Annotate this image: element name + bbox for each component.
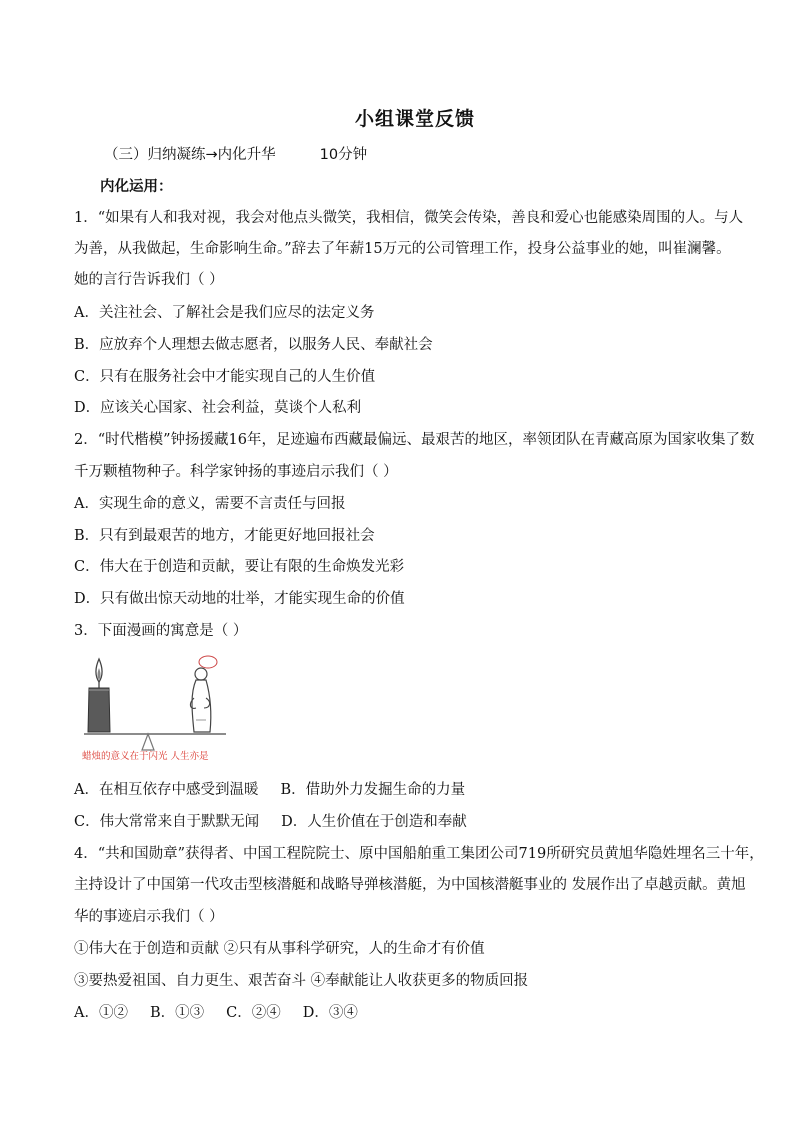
question-4-statement-2: ③要热爱祖国、自力更生、艰苦奋斗 ④奉献能让人收获更多的物质回报 <box>74 973 529 989</box>
section-heading-row <box>104 146 367 164</box>
question-2-stem-line-1: 2．“时代楷模”钟扬援藏16年，足迹遍布西藏最偏远、最艰苦的地区，率领团队在青藏高原为国家收集了数 <box>74 432 755 448</box>
question-3-option-d: D．人生价值在于创造和奉献 <box>281 814 467 830</box>
question-2-option-c: C．伟大在于创造和贡献，要让有限的生命焕发光彩 <box>74 559 405 575</box>
question-3-options-row-2 <box>74 813 467 831</box>
question-4-stem-line-1: 4．“共和国勋章”获得者、中国工程院院士、原中国船舶重工集团公司719所研究员黄旭华隐姓埋名三十年， <box>74 846 764 862</box>
question-4-choice-b: B．①③ <box>149 1005 205 1021</box>
question-3-options-row-1 <box>74 781 465 799</box>
question-4-choice-a: A．①② <box>74 1005 128 1021</box>
question-3-option-c: C．伟大常常来自于默默无闻 <box>74 814 260 830</box>
question-2-option-b: B．只有到最艰苦的地方，才能更好地回报社会 <box>74 528 375 544</box>
question-1-option-d: D．应该关心国家、社会利益，莫谈个人私利 <box>74 400 362 416</box>
page-title: 小组课堂反馈 <box>354 108 475 130</box>
question-4-choice-c: C．②④ <box>226 1005 281 1021</box>
question-4-stem-line-2: 主持设计了中国第一代攻击型核潜艇和战略导弹核潜艇，为中国核潜艇事业的 发展作出了卓越贡献。黄旭 <box>74 877 746 893</box>
question-1-option-a: A．关注社会、了解社会是我们应尽的法定义务 <box>74 305 375 321</box>
section-heading: （三）归纳凝练→内化升华 <box>104 147 276 163</box>
question-1-stem-line-2: 为善，从我做起，生命影响生命。”辞去了年薪15万元的公司管理工作，投身公益事业的她，叫崔澜馨。 <box>74 241 731 257</box>
question-1-option-c: C．只有在服务社会中才能实现自己的人生价值 <box>74 369 376 385</box>
question-3-option-b: B．借助外力发掘生命的力量 <box>280 782 466 798</box>
question-1-stem-line-3: 她的言行告诉我们（ ） <box>74 272 224 288</box>
question-4-statement-1: ①伟大在于创造和贡献 ②只有从事科学研究，人的生命才有价值 <box>74 941 485 957</box>
question-4-choices <box>74 1004 358 1022</box>
section-duration: 10分钟 <box>319 147 368 163</box>
question-4-choice-d: D．③④ <box>302 1005 358 1021</box>
candle-comic-image <box>80 650 240 762</box>
section-label: 内化运用： <box>100 179 173 195</box>
question-2-option-d: D．只有做出惊天动地的壮举，才能实现生命的价值 <box>74 591 405 607</box>
question-2-stem-line-2: 千万颗植物种子。科学家钟扬的事迹启示我们（ ） <box>74 464 398 480</box>
question-4-stem-line-3: 华的事迹启示我们（ ） <box>74 909 224 925</box>
question-2-option-a: A．实现生命的意义，需要不言责任与回报 <box>74 496 346 512</box>
question-1-stem-line-1: 1．“如果有人和我对视，我会对他点头微笑，我相信，微笑会传染，善良和爱心也能感染周围的人。与人 <box>74 210 744 226</box>
comic-caption: 蜡烛的意义在于闪光 人生亦是 <box>82 751 209 762</box>
question-3-stem: 3．下面漫画的寓意是（ ） <box>74 623 248 639</box>
question-3-option-a: A．在相互依存中感受到温暖 <box>74 782 259 798</box>
question-1-option-b: B．应放弃个人理想去做志愿者，以服务人民、奉献社会 <box>74 337 433 353</box>
